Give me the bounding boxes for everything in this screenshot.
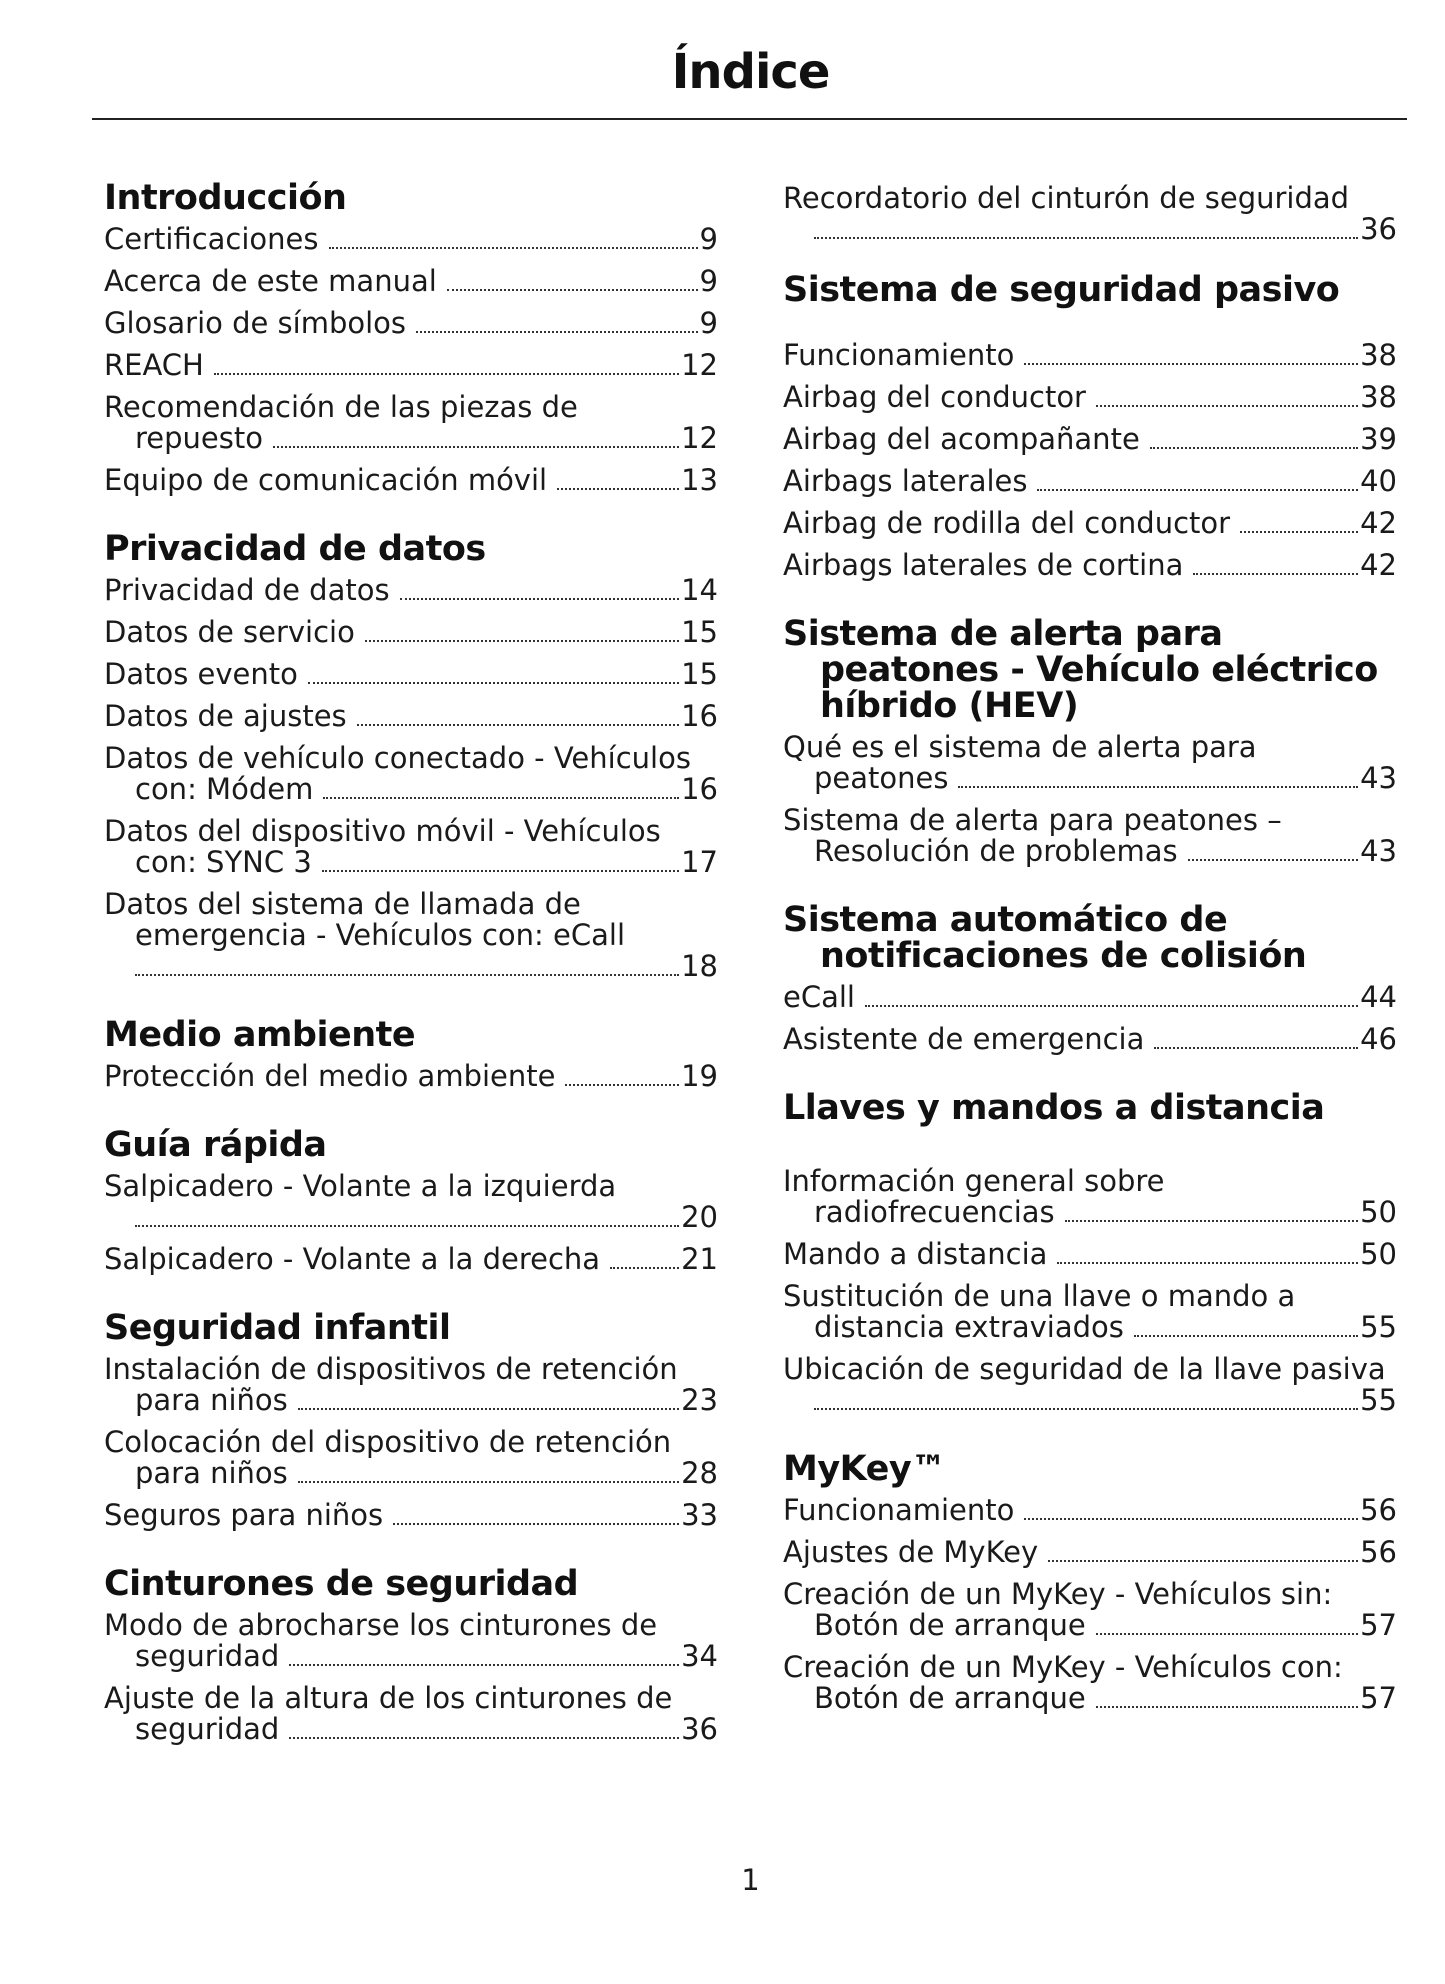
dot-leader [1057,1262,1358,1264]
toc-entry-title-cont: Botón de arranque [814,1681,1086,1715]
toc-entry-page: 40 [1360,464,1397,498]
toc-entry-title: Sistema de alerta para peatones – [783,803,1282,837]
toc-entry-title: Protección del medio ambiente [104,1059,556,1093]
toc-entry-title: Datos de vehículo conectado - Vehículos [104,741,691,775]
dot-leader [557,488,679,490]
toc-entry-title-cont: seguridad [135,1639,280,1673]
toc-entry-title: Ubicación de seguridad de la llave pasiva [783,1352,1386,1386]
dot-leader [1193,573,1358,575]
dot-leader [289,1664,679,1666]
dot-leader [323,797,679,799]
dot-leader [1065,1220,1358,1222]
toc-entry[interactable] [104,392,718,455]
toc-right-column [783,183,1397,1725]
toc-entry[interactable] [783,1579,1397,1642]
dot-leader [308,682,679,684]
toc-entry-title: Airbags laterales de cortina [783,548,1184,582]
toc-entry-page: 12 [681,348,718,382]
toc-section-introduccion [104,180,718,497]
toc-entry-page: 38 [1360,380,1397,414]
toc-entry-page: 12 [681,421,718,455]
toc-entry-page: 9 [699,222,718,256]
toc-entry-title: Mando a distancia [783,1237,1048,1271]
toc-entry-title: Instalación de dispositivos de retención [104,1352,678,1386]
toc-entry-title: Asistente de emergencia [783,1022,1145,1056]
dot-leader [273,446,679,448]
toc-entry[interactable] [783,183,1397,246]
toc-entry-title-cont: para niños [135,1383,288,1417]
toc-entry-title: Datos de servicio [104,615,355,649]
dot-leader [214,373,679,375]
toc-entry-page: 9 [699,264,718,298]
toc-section-continuation [783,183,1397,246]
toc-entry[interactable] [104,350,718,382]
toc-entry-page: 36 [1360,212,1397,246]
toc-entry-title-cont: Resolución de problemas [814,834,1178,868]
toc-entry[interactable] [783,1166,1397,1229]
dot-leader [135,974,679,976]
toc-entry[interactable] [104,701,718,733]
dot-leader [357,724,679,726]
toc-entry-page: 50 [1360,1195,1397,1229]
dot-leader [1134,1335,1358,1337]
toc-entry-title: Privacidad de datos [104,573,390,607]
toc-entry[interactable] [104,1061,718,1093]
toc-entry-title-cont: peatones [814,761,949,795]
toc-entry-page: 55 [1360,1310,1397,1344]
toc-entry-title: Creación de un MyKey - Vehículos con: [783,1650,1343,1684]
page-title: Índice [671,44,830,100]
toc-entry-title: Colocación del dispositivo de retención [104,1425,672,1459]
section-heading: Seguridad infantil [104,1308,451,1348]
toc-entry[interactable] [783,466,1397,498]
toc-entry-title: Recordatorio del cinturón de seguridad [783,181,1350,215]
toc-entry-title: Datos del sistema de llamada de [104,887,581,921]
toc-entry-page: 16 [681,699,718,733]
toc-entry[interactable] [104,266,718,298]
toc-entry[interactable] [783,1354,1397,1417]
toc-entry[interactable] [783,508,1397,540]
section-heading: Sistema automático de notificaciones de colisión [783,900,1307,976]
toc-entry[interactable] [783,982,1397,1014]
toc-entry-title: REACH [104,348,204,382]
dot-leader [135,1225,679,1227]
toc-entry-title-cont: con: SYNC 3 [135,845,312,879]
toc-section-seguridad-pasivo [783,272,1397,582]
dot-leader [1024,363,1358,365]
section-heading: Cinturones de seguridad [104,1564,579,1604]
toc-entry[interactable] [104,575,718,607]
section-heading: Privacidad de datos [104,529,486,569]
toc-section-alerta-peatones [783,616,1397,868]
toc-entry[interactable] [783,805,1397,868]
toc-entry[interactable] [783,550,1397,582]
dot-leader [1048,1560,1358,1562]
toc-entry[interactable] [104,1354,718,1417]
toc-entry-title: Glosario de símbolos [104,306,407,340]
dot-leader [298,1408,679,1410]
toc-entry-title: Airbags laterales [783,464,1028,498]
dot-leader [1096,405,1358,407]
toc-entry-title: Acerca de este manual [104,264,437,298]
toc-entry-page: 56 [1360,1493,1397,1527]
toc-entry-title: Funcionamiento [783,338,1015,372]
toc-entry-page: 33 [681,1498,718,1532]
toc-entry-page: 34 [681,1639,718,1673]
toc-entry[interactable] [104,1171,718,1234]
toc-entry-page: 36 [681,1712,718,1746]
toc-entry-page: 14 [681,573,718,607]
section-heading: Introducción [104,178,347,218]
dot-leader [565,1084,679,1086]
toc-entry-title: eCall [783,980,855,1014]
dot-leader [1096,1706,1358,1708]
section-heading: Guía rápida [104,1125,327,1165]
toc-entry-title: Salpicadero - Volante a la derecha [104,1242,601,1276]
toc-entry-page: 38 [1360,338,1397,372]
toc-entry-title-cont: Botón de arranque [814,1608,1086,1642]
dot-leader [958,786,1358,788]
toc-entry-page: 17 [681,845,718,879]
toc-entry-title-cont: con: Módem [135,772,314,806]
dot-leader [1024,1518,1358,1520]
dot-leader [365,640,679,642]
toc-entry-page: 18 [681,949,718,983]
toc-entry-page: 43 [1360,761,1397,795]
toc-entry-page: 42 [1360,506,1397,540]
toc-entry-page: 56 [1360,1535,1397,1569]
toc-section-seguridad-infantil [104,1310,718,1532]
toc-entry-page: 39 [1360,422,1397,456]
toc-entry-page: 28 [681,1456,718,1490]
toc-entry[interactable] [104,617,718,649]
section-heading: MyKey™ [783,1449,946,1489]
dot-leader [814,1408,1358,1410]
toc-entry[interactable] [783,1024,1397,1056]
dot-leader [400,598,680,600]
toc-entry-title: Datos del dispositivo móvil - Vehículos [104,814,661,848]
toc-section-notificaciones-colision [783,902,1397,1056]
toc-entry[interactable] [783,732,1397,795]
page-number: 1 [741,1863,760,1897]
toc-entry-title-cont: para niños [135,1456,288,1490]
dot-leader [865,1005,1358,1007]
dot-leader [1037,489,1358,491]
toc-entry-title: Salpicadero - Volante a la izquierda [104,1169,617,1203]
toc-entry-title: Información general sobre [783,1164,1165,1198]
toc-entry[interactable] [783,424,1397,456]
toc-entry-page: 43 [1360,834,1397,868]
toc-entry[interactable] [104,1500,718,1532]
toc-section-guia-rapida [104,1127,718,1276]
dot-leader [329,247,698,249]
dot-leader [322,870,679,872]
dot-leader [1188,859,1358,861]
toc-entry[interactable] [783,340,1397,372]
toc-entry[interactable] [104,889,718,983]
toc-entry-title: Modo de abrocharse los cinturones de [104,1608,658,1642]
toc-entry-title-cont: radiofrecuencias [814,1195,1055,1229]
toc-entry-page: 20 [681,1200,718,1234]
toc-left-column [104,180,718,1756]
toc-entry[interactable] [104,465,718,497]
toc-entry-page: 15 [681,657,718,691]
toc-entry-title: Datos evento [104,657,298,691]
toc-entry-title-cont: seguridad [135,1712,280,1746]
toc-entry[interactable] [783,1239,1397,1271]
toc-entry-title-cont: distancia extraviados [814,1310,1124,1344]
toc-entry-title: Recomendación de las piezas de [104,390,578,424]
toc-entry[interactable] [104,816,718,879]
dot-leader [814,237,1358,239]
toc-entry[interactable] [783,1537,1397,1569]
toc-entry[interactable] [104,1244,718,1276]
toc-entry-title: Ajuste de la altura de los cinturones de [104,1681,673,1715]
toc-entry-page: 9 [699,306,718,340]
toc-entry[interactable] [104,743,718,806]
toc-entry-title: Ajustes de MyKey [783,1535,1039,1569]
toc-entry[interactable] [783,382,1397,414]
toc-entry[interactable] [104,308,718,340]
toc-entry-page: 23 [681,1383,718,1417]
section-heading: Sistema de alerta para peatones - Vehículo eléctrico híbrido (HEV) [783,614,1378,726]
title-divider [92,118,1407,120]
toc-section-mykey [783,1451,1397,1715]
toc-entry-title: Airbag de rodilla del conductor [783,506,1231,540]
toc-entry-page: 57 [1360,1681,1397,1715]
toc-entry[interactable] [104,1427,718,1490]
toc-entry[interactable] [104,659,718,691]
toc-entry[interactable] [104,224,718,256]
dot-leader [447,289,698,291]
toc-section-privacidad [104,531,718,983]
section-heading: Llaves y mandos a distancia [783,1088,1325,1128]
toc-entry-page: 13 [681,463,718,497]
toc-entry-title: Equipo de comunicación móvil [104,463,548,497]
toc-section-llaves [783,1090,1397,1417]
dot-leader [298,1481,679,1483]
toc-entry-title: Airbag del conductor [783,380,1086,414]
dot-leader [289,1737,679,1739]
dot-leader [1240,531,1358,533]
toc-entry-title: Funcionamiento [783,1493,1015,1527]
toc-entry-title: Creación de un MyKey - Vehículos sin: [783,1577,1333,1611]
toc-entry-title: Sustitución de una llave o mando a [783,1279,1296,1313]
toc-entry-page: 57 [1360,1608,1397,1642]
toc-entry-title: Airbag del acompañante [783,422,1140,456]
toc-entry-page: 16 [681,772,718,806]
toc-entry[interactable] [104,1683,718,1746]
toc-entry-page: 50 [1360,1237,1397,1271]
toc-entry-page: 42 [1360,548,1397,582]
dot-leader [393,1523,679,1525]
toc-entry[interactable] [783,1495,1397,1527]
toc-entry-page: 15 [681,615,718,649]
toc-entry-page: 55 [1360,1383,1397,1417]
toc-entry-page: 19 [681,1059,718,1093]
toc-section-cinturones [104,1566,718,1746]
toc-entry[interactable] [783,1281,1397,1344]
toc-section-medio-ambiente [104,1017,718,1093]
dot-leader [1096,1633,1358,1635]
toc-entry-title: Seguros para niños [104,1498,384,1532]
toc-entry-title-cont: emergencia - Vehículos con: eCall [135,918,625,952]
toc-entry[interactable] [104,1610,718,1673]
toc-entry-title: Datos de ajustes [104,699,347,733]
dot-leader [1154,1047,1358,1049]
toc-entry-title: Certificaciones [104,222,319,256]
dot-leader [416,331,698,333]
toc-entry[interactable] [783,1652,1397,1715]
toc-entry-title: Qué es el sistema de alerta para [783,730,1257,764]
dot-leader [1150,447,1358,449]
toc-entry-title-cont: repuesto [135,421,263,455]
toc-entry-page: 46 [1360,1022,1397,1056]
toc-entry-page: 21 [681,1242,718,1276]
toc-entry-page: 44 [1360,980,1397,1014]
dot-leader [610,1267,679,1269]
section-heading: Sistema de seguridad pasivo [783,270,1340,310]
section-heading: Medio ambiente [104,1015,416,1055]
